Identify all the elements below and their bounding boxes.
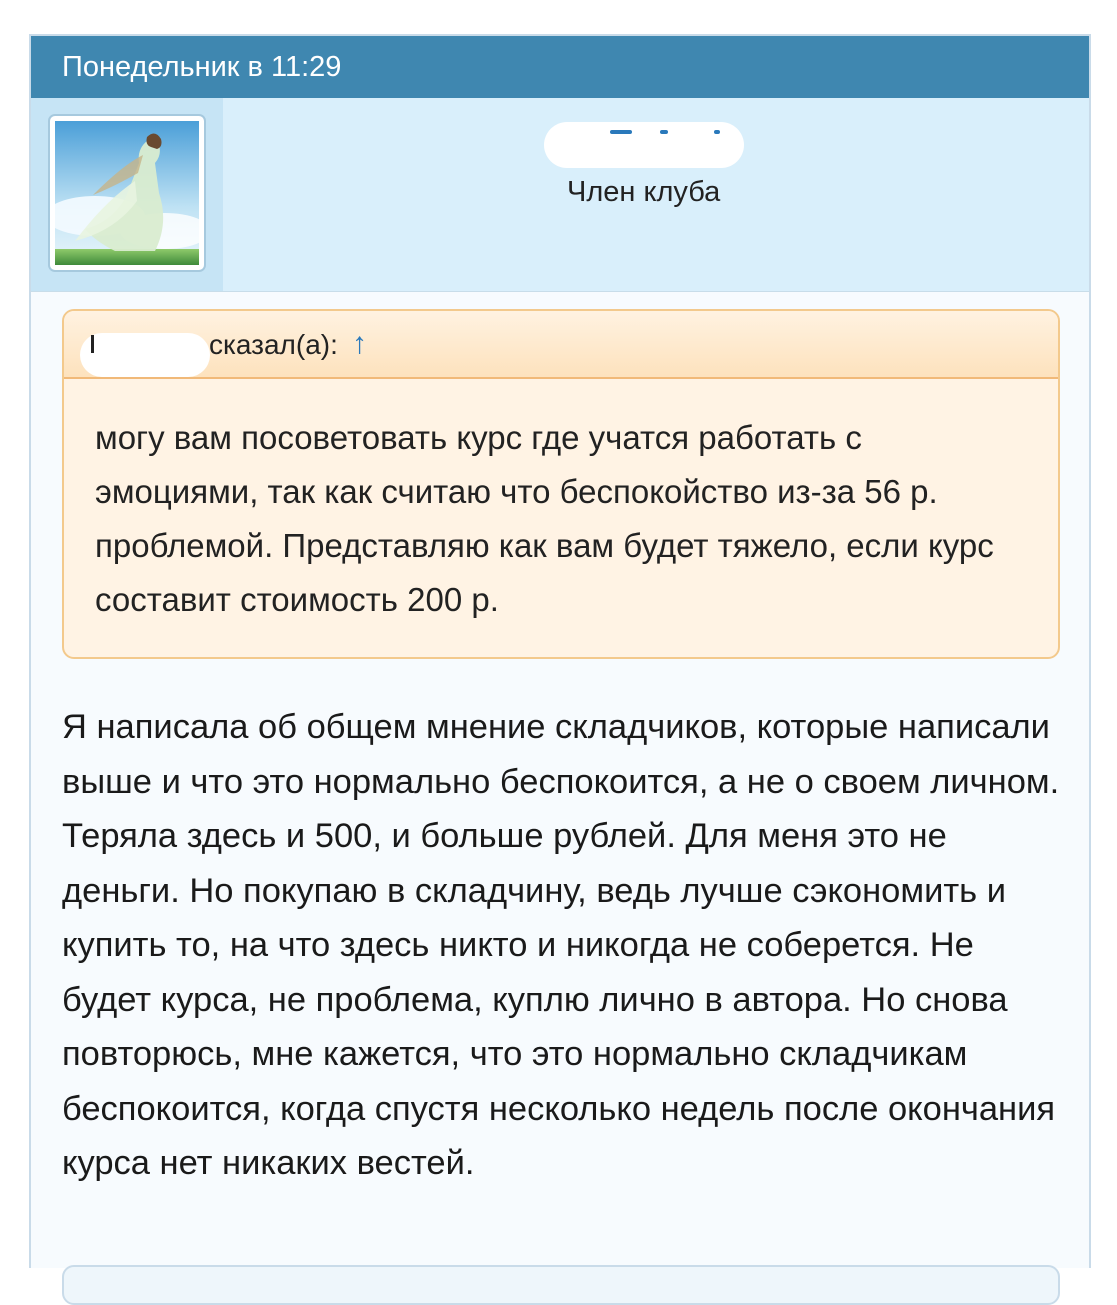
next-post-box [62,1265,1060,1305]
user-title: Член клуба [567,176,721,208]
username-redacted [544,122,744,168]
avatar-image [55,121,199,265]
quote-header [64,311,1058,379]
post-message: Я написала об общем мнение складчиков, которые написали выше и что это нормально беспокоится, а не о своем личном. Теряла здесь и 500, и больше рублей. Для меня это не деньги. Но покупаю в складчину, ведь лучше сэкономить и купить то, на что здесь никто и никогда не соберется. Не будет курса, не проблема, куплю лично в автора. Но снова повторюсь, мне кажется, что это нормально складчикам беспокоится, когда спустя несколько недель после окончания курса нет никаких вестей. [62,708,1060,1182]
quote-author-redacted [80,333,210,377]
forum-post [29,34,1091,1268]
avatar[interactable] [48,114,206,272]
avatar-container [31,98,223,291]
user-panel [31,98,1089,292]
quote-block [62,309,1060,659]
quote-text: могу вам посоветовать курс где учатся работать с эмоциями, так как считаю что беспокойство из-за 56 р. проблемой. Представляю как вам будет тяжело, если курс составит стоимость 200 р. [95,419,994,618]
post-timestamp: Понедельник в 11:29 [31,36,1089,98]
quote-jump-arrow-icon[interactable]: ↑ [352,327,367,360]
quote-said-label: сказал(а): [209,329,338,360]
